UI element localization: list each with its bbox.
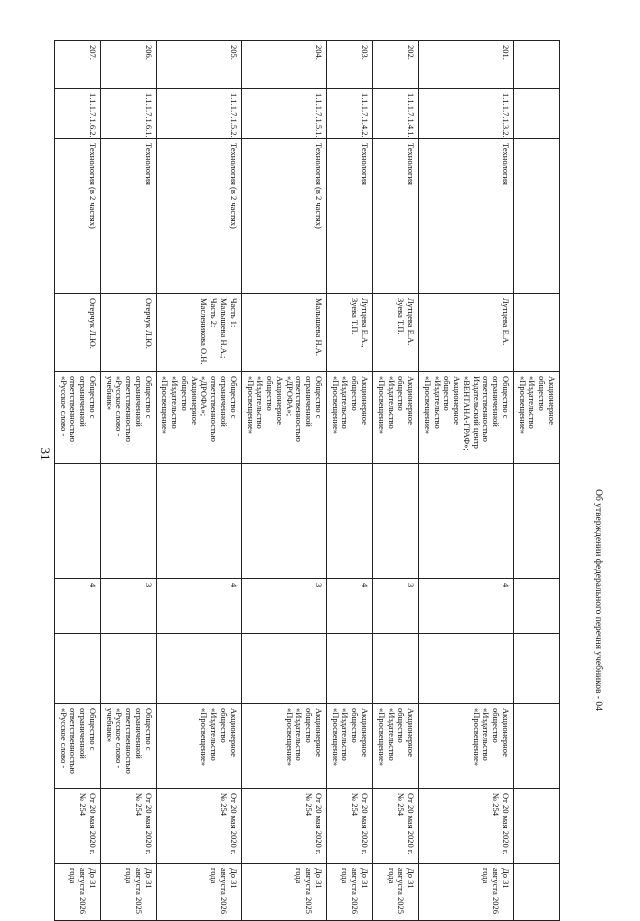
- cell-publisher: Общество с ограниченной ответственностью «Русское слово - учебник»: [100, 372, 156, 464]
- cell-publisher: Акционерное общество «Издательство «Просвещение»: [372, 372, 418, 464]
- table-row: [156, 41, 241, 921]
- cell-num: 205.: [156, 41, 241, 89]
- cell-authors: Огерчук Л.Ю.: [100, 294, 156, 372]
- cell-grade: 4: [419, 579, 514, 634]
- cell-publisher: Общество с ограниченной ответственностью «ДРОФА»; Акционерное общество «Издательство «Просвещение»: [241, 372, 326, 464]
- cell-num: 203.: [326, 41, 372, 89]
- cell-authors: Лутцева Е.А. Зуева Т.П.: [372, 294, 418, 372]
- cell-order: От 20 мая 2020 г. № 254: [54, 789, 100, 864]
- cell-org: Акционерное общество «Издательство «Просвещение»: [241, 704, 326, 789]
- cell-org: Общество с ограниченной ответственностью «Русское слово -: [54, 704, 100, 789]
- cell-grade: 4: [156, 579, 241, 634]
- table-row: [326, 41, 372, 921]
- cell-deadline: До 31 августа 2025 года: [100, 864, 156, 921]
- cell-code: 1.1.1.7.1.3.2.: [419, 89, 514, 139]
- page-number: 31: [38, 447, 53, 461]
- cell-num: 204.: [241, 41, 326, 89]
- cell-grade: 4: [326, 579, 372, 634]
- textbook-table: [54, 40, 560, 921]
- cell-num: 202.: [372, 41, 418, 89]
- cell-publisher: Акционерное общество «Издательство «Просвещение»: [326, 372, 372, 464]
- cell-deadline: До 31 августа 2026 года: [419, 864, 514, 921]
- cell-code: 1.1.1.7.1.6.1.: [100, 89, 156, 139]
- cell-grade: 3: [241, 579, 326, 634]
- cell-authors: Лутцева Е.А.: [419, 294, 514, 372]
- cell-title: Технология: [326, 139, 372, 294]
- cell-title: Технология (в 2 частях): [156, 139, 241, 294]
- table-row: [241, 41, 326, 921]
- cell-title: Технология: [100, 139, 156, 294]
- table-row: [54, 41, 100, 921]
- cell-order: От 20 мая 2020 г. № 254: [100, 789, 156, 864]
- cell-num: 201.: [419, 41, 514, 89]
- cell-org: Акционерное общество «Издательство «Просвещение»: [419, 704, 514, 789]
- cell-deadline: До 31 августа 2026 года: [326, 864, 372, 921]
- cell-authors: Огерчук Л.Ю.: [54, 294, 100, 372]
- cell-authors: Малышева Н.А.: [241, 294, 326, 372]
- cell-grade: 3: [372, 579, 418, 634]
- cell-title: Технология: [419, 139, 514, 294]
- cell-org: Акционерное общество «Издательство «Просвещение»: [372, 704, 418, 789]
- table-row: [372, 41, 418, 921]
- cell-num: 207.: [54, 41, 100, 89]
- cell-org: Акционерное общество «Издательство «Просвещение»: [156, 704, 241, 789]
- cell-order: От 20 мая 2020 г. № 254: [156, 789, 241, 864]
- cell-authors: Часть 1: Малышева Н.А.; Часть 2: Масленикова О.Н.: [156, 294, 241, 372]
- cell-order: От 20 мая 2020 г. № 254: [241, 789, 326, 864]
- table-row: [100, 41, 156, 921]
- cell-order: От 20 мая 2020 г. № 254: [372, 789, 418, 864]
- cell-publisher: Общество с ограниченной ответственностью «Русское слово -: [54, 372, 100, 464]
- cell-num: 206.: [100, 41, 156, 89]
- cell-deadline: До 31 августа 2026 года: [54, 864, 100, 921]
- table-row-header: [513, 41, 559, 921]
- table-row: [419, 41, 514, 921]
- rotated-table-page: [58, 40, 560, 915]
- cell-title: Технология: [372, 139, 418, 294]
- cell-order: От 20 мая 2020 г. № 254: [326, 789, 372, 864]
- cell-publisher: Общество с ограниченной ответственностью Издательский центр «ВЕНТАНА-ГРАФ»; Акционерное общество «Издательство «Просвещение»: [419, 372, 514, 464]
- cell-grade: 3: [100, 579, 156, 634]
- cell-code: 1.1.1.7.1.4.2.: [326, 89, 372, 139]
- cell-title: Технология (в 2 частях): [54, 139, 100, 294]
- cell-code: 1.1.1.7.1.5.1.: [241, 89, 326, 139]
- footer-caption: Об утверждении федерального перечня учебников - 04: [593, 489, 603, 711]
- cell-deadline: До 31 августа 2025 года: [372, 864, 418, 921]
- cell-org: Акционерное общество «Издательство «Просвещение»: [326, 704, 372, 789]
- cell-deadline: До 31 августа 2026 года: [156, 864, 241, 921]
- cell-publisher: Общество с ограниченной ответственностью «ДРОФА»; Акционерное общество «Издательство «Просвещение»: [156, 372, 241, 464]
- cell-authors: Лутцева Е.А., Зуева Т.П.: [326, 294, 372, 372]
- cell-publisher: Акционерное общество «Издательство «Просвещение»: [513, 372, 559, 464]
- cell-code: 1.1.1.7.1.4.1.: [372, 89, 418, 139]
- cell-code: 1.1.1.7.1.5.2.: [156, 89, 241, 139]
- cell-title: Технология (в 2 частях): [241, 139, 326, 294]
- cell-code: 1.1.1.7.1.6.2.: [54, 89, 100, 139]
- cell-org: Общество с ограниченной ответственностью «Русское слово - учебник»: [100, 704, 156, 789]
- cell-deadline: До 31 августа 2025 года: [241, 864, 326, 921]
- cell-grade: 4: [54, 579, 100, 634]
- cell-order: От 20 мая 2020 г. № 254: [419, 789, 514, 864]
